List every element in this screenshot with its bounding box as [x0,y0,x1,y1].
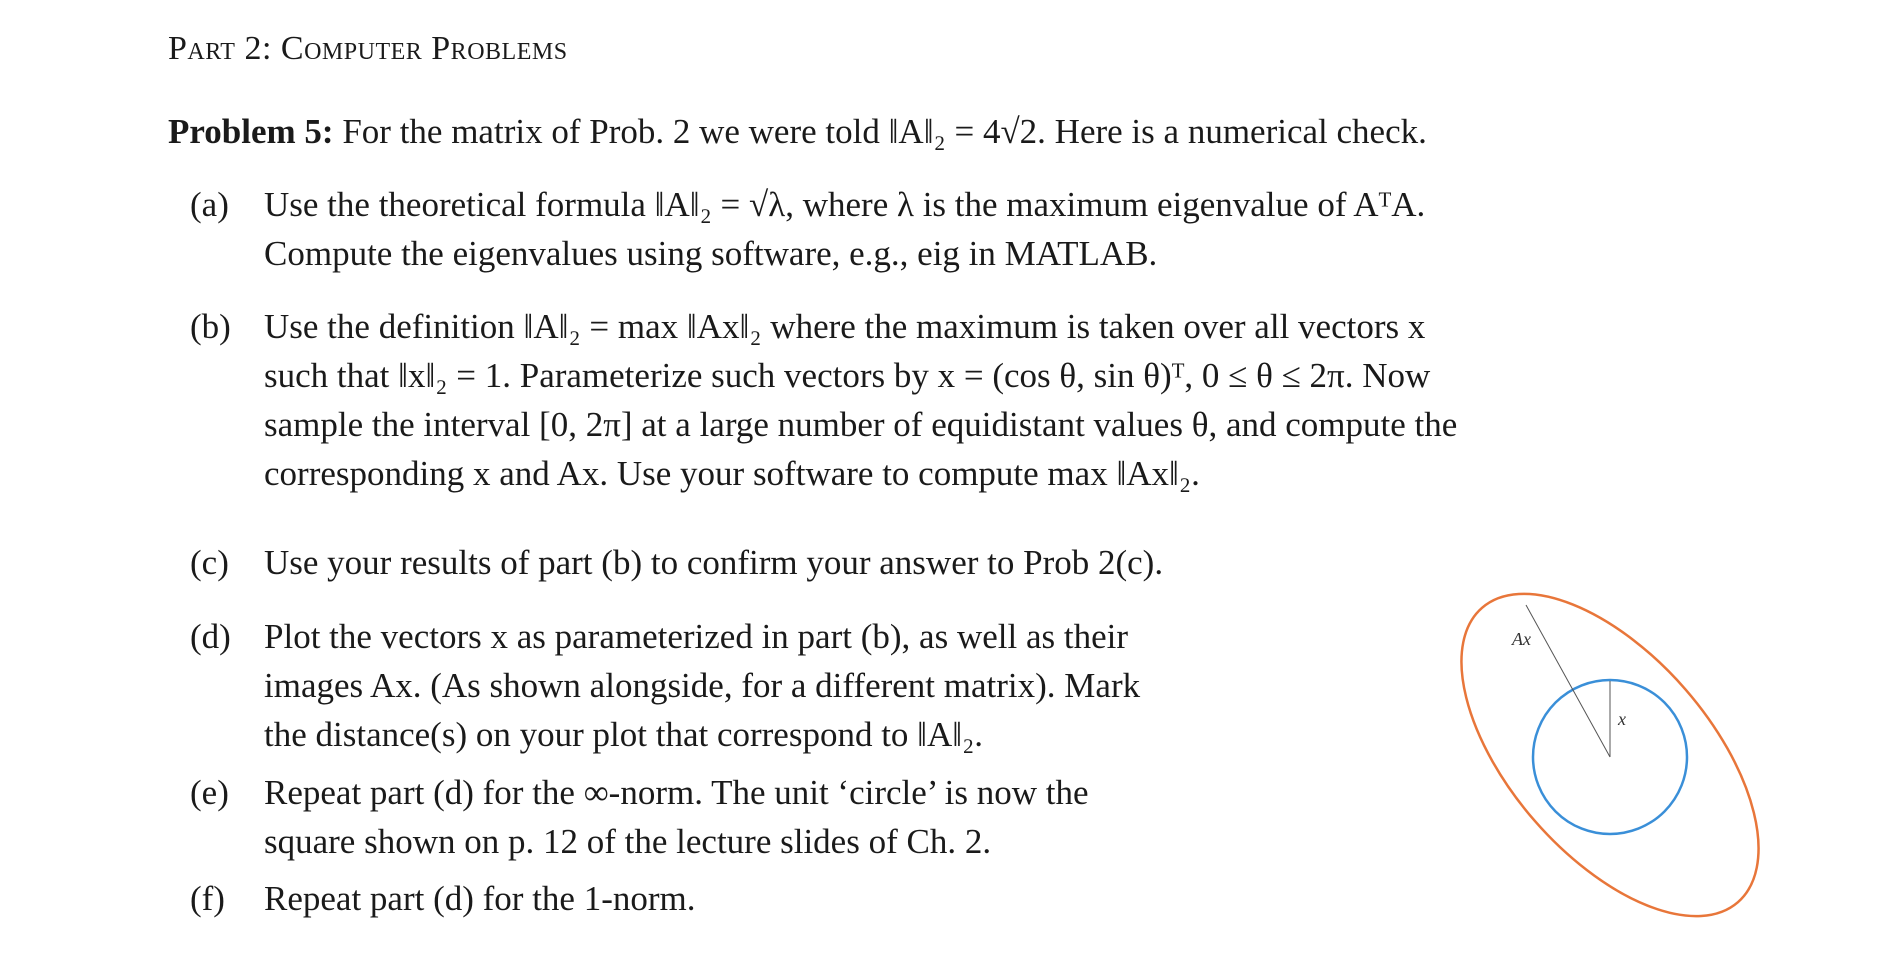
part-a-line-1: Use the theoretical formula ‖A‖₂ = √λ, where λ is the maximum eigenvalue of AᵀA. [264,185,1426,224]
part-b-line-2: such that ‖x‖₂ = 1. Parameterize such vectors by x = (cos θ, sin θ)ᵀ, 0 ≤ θ ≤ 2π. Now [264,356,1431,395]
part-c-body [264,538,1163,587]
norm-figure [1420,585,1800,925]
problem-intro [168,112,1427,152]
part-e-line-1: Repeat part (d) for the ∞-norm. The unit ‘circle’ is now the [264,773,1089,812]
part-d-line-2: images Ax. (As shown alongside, for a different matrix). Mark [264,666,1141,705]
part-d-body [264,612,1140,759]
part-f-body [264,874,696,923]
part-d-label: (d) [190,617,231,656]
part-b-line-3: sample the interval [0, 2π] at a large number of equidistant values θ, and compute the [264,405,1458,444]
section-heading: Part 2: Computer Problems [168,30,568,67]
part-e-label: (e) [190,773,229,812]
part-b-line-1: Use the definition ‖A‖₂ = max ‖Ax‖₂ where the maximum is taken over all vectors x [264,307,1426,346]
part-b-body [264,302,1457,498]
part-c-line-1: Use your results of part (b) to confirm your answer to Prob 2(c). [264,543,1164,582]
part-f-label: (f) [190,879,225,918]
label-ax: Ax [1512,629,1531,649]
part-c-label: (c) [190,543,229,582]
problem-text: For the matrix of Prob. 2 we were told ‖A‖₂ = 4√2. Here is a numerical check. [342,112,1427,151]
label-x: x [1618,709,1626,729]
part-f-line-1: Repeat part (d) for the 1-norm. [264,879,696,918]
problem-label: Problem 5: [168,112,334,151]
part-d-line-1: Plot the vectors x as parameterized in part (b), as well as their [264,617,1128,656]
part-a-line-2: Compute the eigenvalues using software, e.g., eig in MATLAB. [264,234,1158,273]
part-e-line-2: square shown on p. 12 of the lecture slides of Ch. 2. [264,822,992,861]
part-a-body [264,180,1425,278]
part-e-body [264,768,1088,866]
part-b-line-4: corresponding x and Ax. Use your software to compute max ‖Ax‖₂. [264,454,1200,493]
part-d-line-3: the distance(s) on your plot that correspond to ‖A‖₂. [264,715,984,754]
part-a-label: (a) [190,185,229,224]
part-b-label: (b) [190,307,231,346]
